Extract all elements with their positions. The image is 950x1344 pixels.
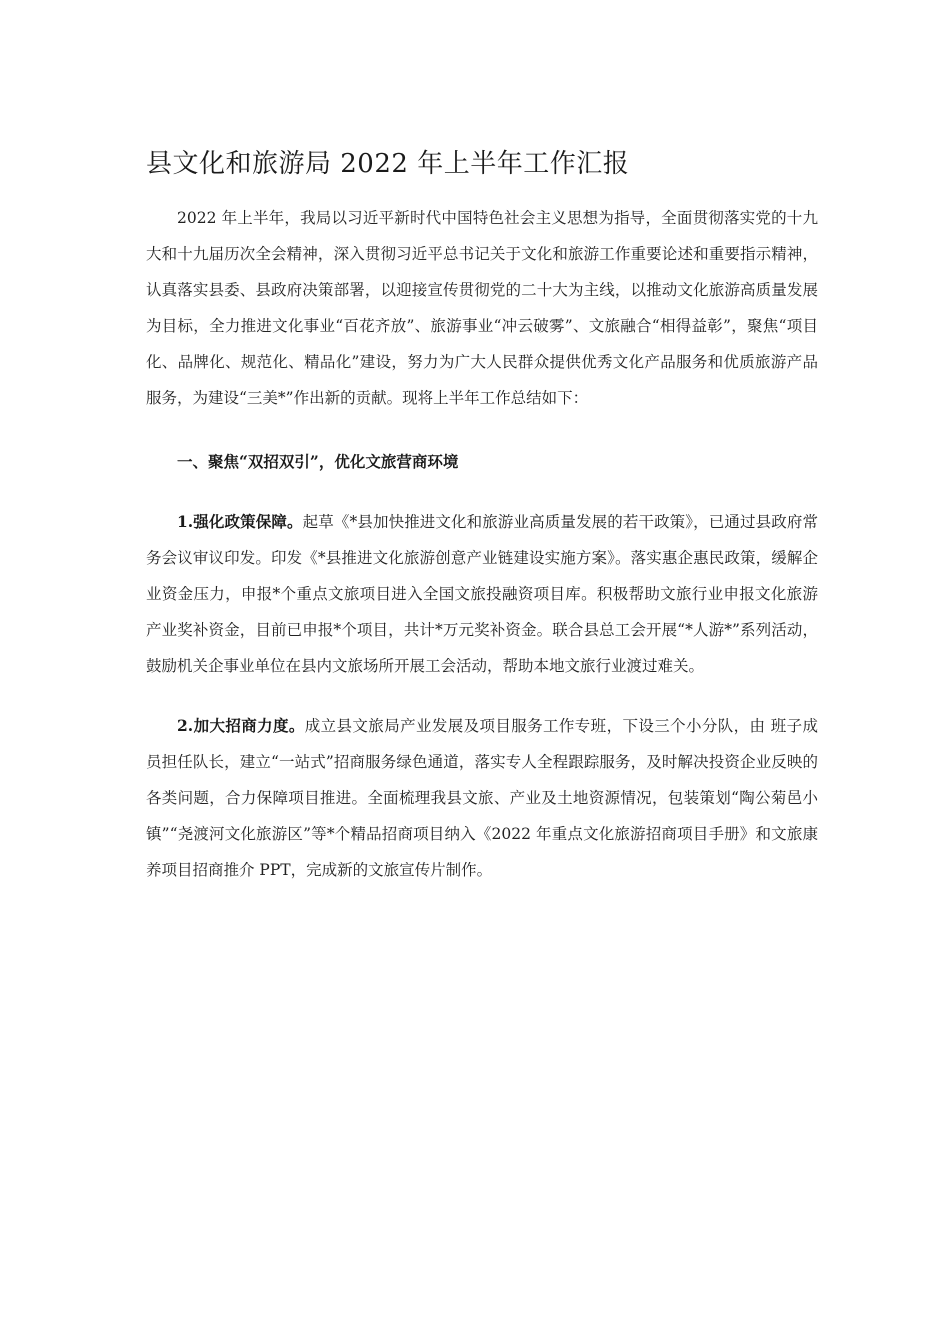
section-item-investment [146,708,818,888]
item-lead: 1.强化政策保障。 [177,512,303,531]
item-lead: 2.加大招商力度。 [177,716,305,735]
section-heading: 一、聚焦“双招双引”，优化文旅营商环境 [177,452,459,471]
document-title: 县文化和旅游局 2022 年上半年工作汇报 [146,149,630,179]
document-body [146,146,818,888]
item-text: 成立县文旅局产业发展及项目服务工作专班，下设三个小分队，由 班子成员担任队长，建立“一站式”招商服务绿色通道，落实专人全程跟踪服务，及时解决投资企业反映的各类问题，合力保障项目推进。全面梳理我县文旅、产业及土地资源情况，包装策划“陶公菊邑小镇”“尧渡河文化旅游区”等*个精品招商项目纳入《2022 年重点文化旅游招商项目手册》和文旅康养项目招商推介 PPT，完成新的文旅宣传片制作。 [146,717,818,879]
item-text: 起草《*县加快推进文化和旅游业高质量发展的若干政策》，已通过县政府常务会议审议印发。印发《*县推进文化旅游创意产业链建设实施方案》。落实惠企惠民政策，缓解企业资金压力，申报*个重点文旅项目进入全国文旅投融资项目库。积极帮助文旅行业申报文化旅游产业奖补资金，目前已申报*个项目，共计*万元奖补资金。联合县总工会开展“*人游*”系列活动，鼓励机关企事业单位在县内文旅场所开展工会活动，帮助本地文旅行业渡过难关。 [146,513,818,675]
intro-paragraph: 2022 年上半年，我局以习近平新时代中国特色社会主义思想为指导，全面贯彻落实党的十九大和十九届历次全会精神，深入贯彻习近平总书记关于文化和旅游工作重要论述和重要指示精神，认真落实县委、县政府决策部署，以迎接宣传贯彻党的二十大为主线，以推动文化旅游高质量发展为目标，全力推进文化事业“百花齐放”、旅游事业“冲云破雾”、文旅融合“相得益彰”，聚焦“项目化、品牌化、规范化、精品化”建设，努力为广大人民群众提供优秀文化产品服务和优质旅游产品服务，为建设“三美*”作出新的贡献。现将上半年工作总结如下： [146,209,818,407]
section-item-policy [146,504,818,684]
